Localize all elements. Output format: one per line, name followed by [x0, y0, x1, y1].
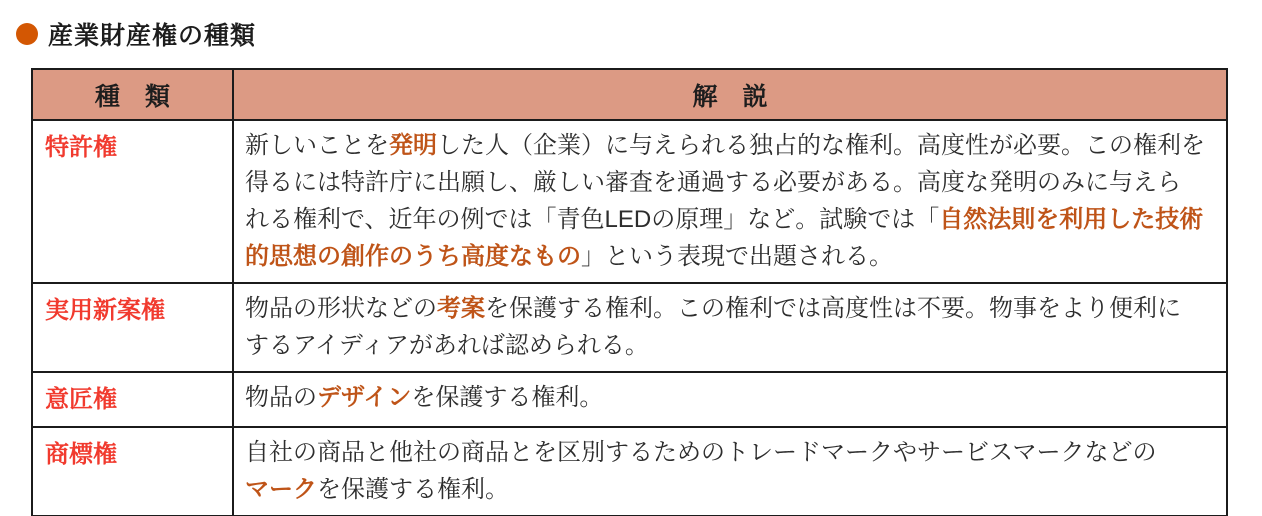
type-cell: 商標権	[32, 427, 233, 516]
highlight-segment: 的思想の創作のうち高度なもの	[245, 243, 581, 270]
table-row	[32, 283, 1227, 372]
description-cell	[233, 427, 1227, 516]
text-segment: を保護する権利。この権利では高度性は不要。物事をより便利に	[485, 295, 1181, 322]
description-line	[245, 164, 1218, 201]
text-segment: 新しいことを	[245, 132, 389, 159]
bullet-icon	[16, 23, 38, 45]
text-segment: 」という表現で出題される。	[581, 243, 893, 270]
text-segment: れる権利で、近年の例では「青色LEDの原理」など。試験では「	[245, 206, 940, 233]
description-cell	[233, 283, 1227, 372]
table-row	[32, 427, 1227, 516]
description-cell	[233, 372, 1227, 427]
type-cell: 実用新案権	[32, 283, 233, 372]
text-segment: した人（企業）に与えられる独占的な権利。高度性が必要。この権利を	[437, 132, 1205, 159]
section-title-text: 産業財産権の種類	[48, 22, 257, 50]
description-line	[245, 327, 1218, 364]
section-title	[16, 16, 1262, 52]
description-line	[245, 290, 1218, 327]
description-line	[245, 471, 1218, 508]
highlight-segment: 自然法則を利用した技術	[939, 206, 1204, 233]
description-line	[245, 201, 1218, 238]
text-segment: 得るには特許庁に出願し、厳しい審査を通過する必要がある。高度な発明のみに与えら	[245, 169, 1181, 196]
description-line	[245, 238, 1218, 275]
text-segment: を保護する権利。	[317, 476, 509, 503]
highlight-segment: デザイン	[317, 384, 412, 411]
text-segment: 物品の	[245, 384, 317, 411]
table-header-row	[32, 69, 1227, 120]
highlight-segment: 発明	[389, 132, 437, 159]
text-segment: するアイディアがあれば認められる。	[245, 332, 649, 359]
rights-table	[31, 68, 1228, 516]
type-cell: 意匠権	[32, 372, 233, 427]
description-cell	[233, 120, 1227, 283]
table-row	[32, 372, 1227, 427]
description-line	[245, 434, 1218, 471]
table-body	[32, 120, 1227, 516]
type-cell: 特許権	[32, 120, 233, 283]
description-line	[245, 379, 1218, 416]
table-row	[32, 120, 1227, 283]
description-line	[245, 127, 1218, 164]
text-segment: 物品の形状などの	[245, 295, 437, 322]
text-segment: 自社の商品と他社の商品とを区別するためのトレードマークやサービスマークなどの	[245, 439, 1157, 466]
highlight-segment: マーク	[245, 476, 317, 503]
header-type: 種 類	[32, 69, 233, 120]
text-segment: を保護する権利。	[411, 384, 604, 411]
highlight-segment: 考案	[437, 295, 485, 322]
header-description: 解 説	[233, 69, 1227, 120]
